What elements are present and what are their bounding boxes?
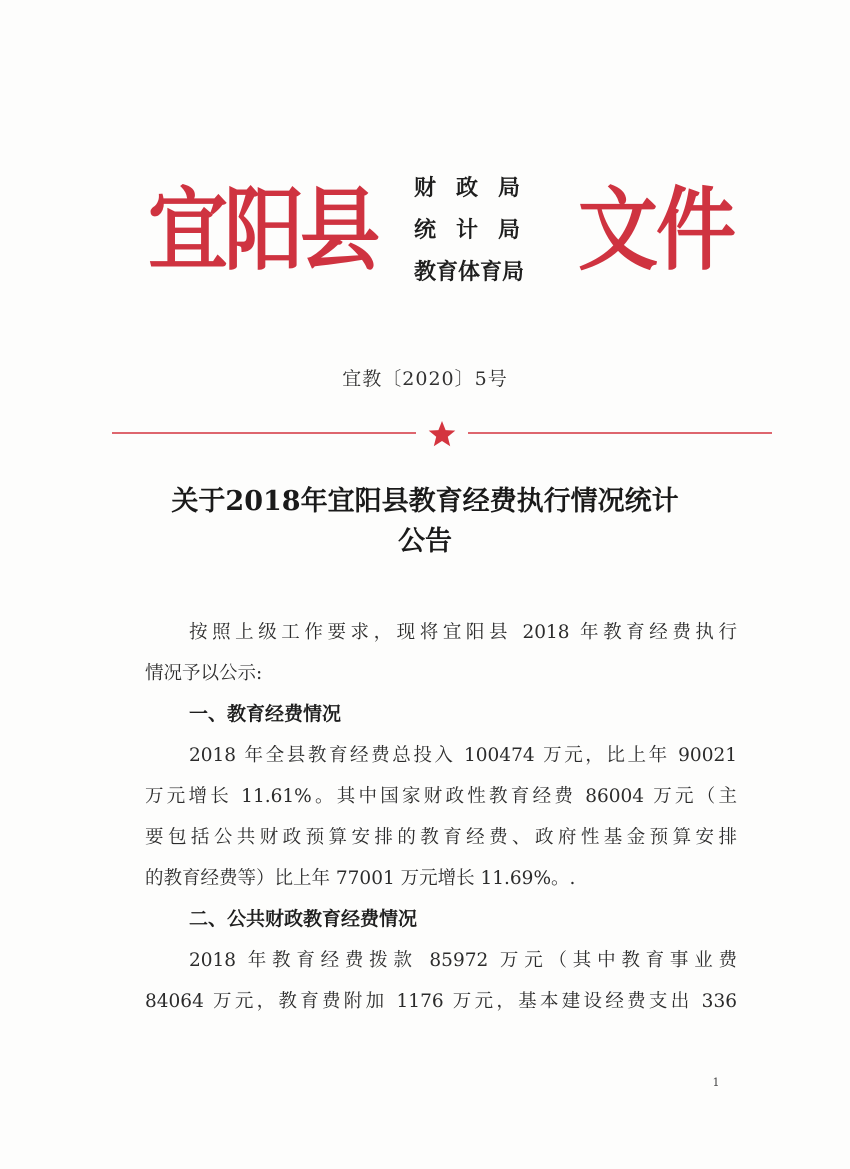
section-2-line-1: 2018 年教育经费拨款 85972 万元（其中教育事业费 bbox=[189, 950, 737, 971]
issuer-education-sports-bureau: 教育体育局 bbox=[414, 260, 525, 285]
masthead-county-name: 宜阳县 bbox=[148, 178, 376, 283]
document-number: 宜教〔2020〕5号 bbox=[342, 368, 508, 390]
title-line-2: 公告 bbox=[398, 526, 452, 557]
section-1-line-4: 的教育经费等）比上年 77001 万元增长 11.69%。. bbox=[145, 868, 576, 889]
section-1-line-1: 2018 年全县教育经费总投入 100474 万元，比上年 90021 bbox=[189, 745, 737, 766]
document-body bbox=[145, 612, 737, 1022]
issuer-statistics-bureau: 统计局 bbox=[414, 218, 541, 243]
section-2-line-2: 84064 万元，教育费附加 1176 万元，基本建设经费支出 336 bbox=[145, 991, 737, 1012]
masthead-issuers bbox=[414, 168, 554, 294]
document-title bbox=[120, 482, 730, 562]
issuer-finance-bureau: 财政局 bbox=[414, 176, 541, 201]
masthead-document-word: 文件 bbox=[578, 178, 734, 283]
intro-line-1: 按照上级工作要求，现将宜阳县 2018 年教育经费执行 bbox=[189, 622, 737, 643]
section-1-line-2: 万元增长 11.61%。其中国家财政性教育经费 86004 万元（主 bbox=[145, 786, 737, 807]
section-2-heading: 二、公共财政教育经费情况 bbox=[189, 908, 418, 930]
section-1-line-3: 要包括公共财政预算安排的教育经费、政府性基金预算安排 bbox=[145, 827, 737, 848]
intro-line-2: 情况予以公示: bbox=[145, 663, 263, 684]
star-icon bbox=[429, 421, 456, 446]
section-1-heading: 一、教育经费情况 bbox=[189, 703, 342, 725]
page-number: 1 bbox=[712, 1076, 720, 1089]
red-divider-with-star bbox=[112, 420, 772, 450]
title-line-1: 关于2018年宜阳县教育经费执行情况统计 bbox=[171, 486, 679, 517]
